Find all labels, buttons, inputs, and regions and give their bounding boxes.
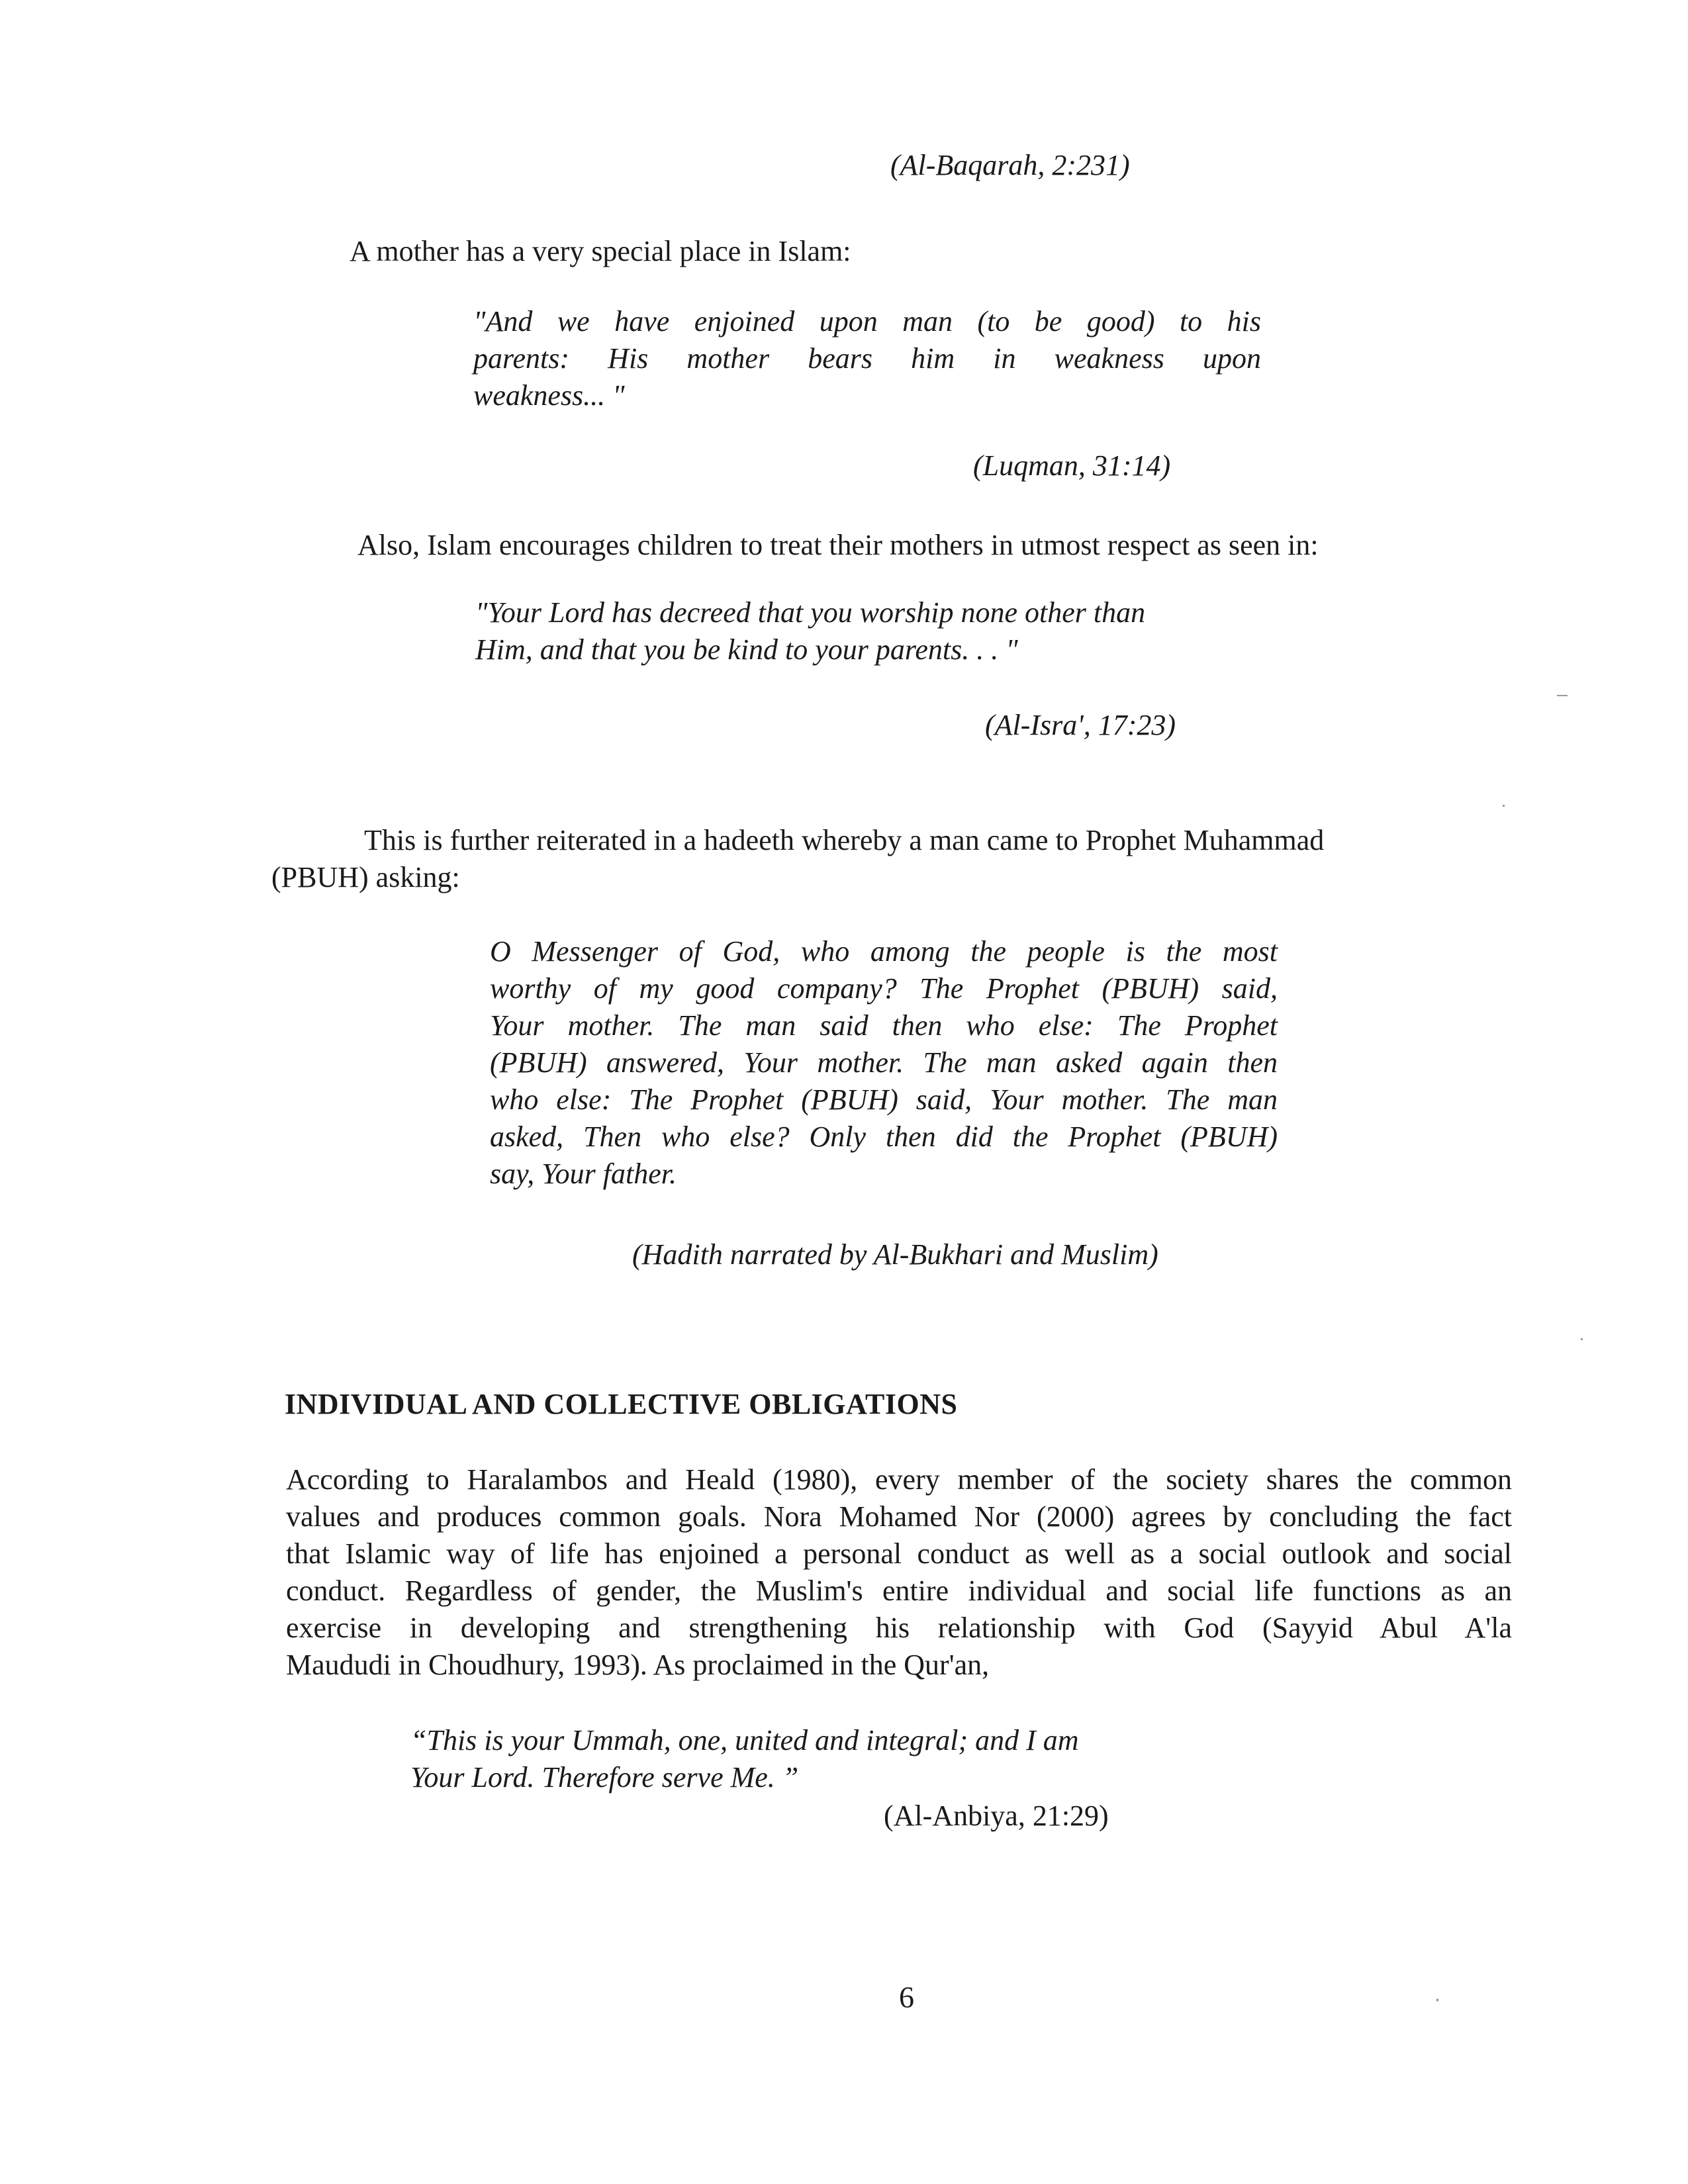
hadeeth-intro-line: (PBUH) asking: [271,861,460,893]
mother-intro-text: A mother has a very special place in Islam: [350,235,851,267]
quote-luqman-line: weakness... " [473,379,625,412]
quote-hadith [490,933,1278,1193]
body-paragraph-line: values and produces common goals. Nora Mohamed Nor (2000) agrees by concluding the fact [286,1500,1512,1533]
quote-hadith-line: say, Your father. [490,1158,677,1190]
citation-baqarah: (Al-Baqarah, 2:231) [890,149,1130,181]
page-number: 6 [899,1980,914,2014]
body-paragraph-line: that Islamic way of life has enjoined a personal conduct as well as a social outlook and social [286,1537,1512,1570]
quote-anbiya [410,1722,1205,1796]
scan-speck [1557,695,1568,696]
quote-anbiya-line: Your Lord. Therefore serve Me. ” [410,1761,799,1794]
quote-luqman-line: parents: His mother bears him in weakness upon [473,342,1261,375]
respect-intro-text: Also, Islam encourages children to treat their mothers in utmost respect as seen in: [357,529,1319,561]
quote-hadith-line: asked, Then who else? Only then did the Prophet (PBUH) [490,1120,1278,1153]
body-paragraph [286,1461,1512,1684]
quote-luqman [473,303,1261,414]
quote-hadith-line: O Messenger of God, who among the people is the most [490,935,1278,968]
quote-hadith-line: who else: The Prophet (PBUH) said, Your mother. The man [490,1083,1278,1116]
body-paragraph-line: conduct. Regardless of gender, the Muslim's entire individual and social life functions as an [286,1574,1512,1607]
quote-hadith-line: worthy of my good company? The Prophet (PBUH) said, [490,972,1278,1005]
hadeeth-intro [271,822,1436,896]
quote-hadith-line: (PBUH) answered, Your mother. The man asked again then [490,1046,1278,1079]
citation-isra: (Al-Isra', 17:23) [985,709,1176,741]
quote-hadith-line: Your mother. The man said then who else: The Prophet [490,1009,1278,1042]
hadeeth-intro-line: This is further reiterated in a hadeeth whereby a man came to Prophet Muhammad [364,824,1325,856]
scan-speck [1436,1999,1438,2001]
quote-anbiya-line: “This is your Ummah, one, united and integral; and I am [410,1724,1079,1756]
scan-speck [1503,805,1505,807]
citation-luqman: (Luqman, 31:14) [973,449,1171,482]
body-paragraph-line: Maududi in Choudhury, 1993). As proclaimed in the Qur'an, [286,1649,990,1681]
quote-isra [475,594,1263,668]
body-paragraph-line: According to Haralambos and Heald (1980), every member of the society shares the common [286,1463,1512,1496]
quote-isra-line: Him, and that you be kind to your parents. . . " [475,633,1018,666]
body-paragraph-line: exercise in developing and strengthening his relationship with God (Sayyid Abul A'la [286,1612,1512,1644]
quote-isra-line: "Your Lord has decreed that you worship none other than [475,596,1146,629]
section-heading: INDIVIDUAL AND COLLECTIVE OBLIGATIONS [285,1388,958,1420]
citation-hadith: (Hadith narrated by Al-Bukhari and Muslim) [632,1238,1158,1271]
citation-anbiya: (Al-Anbiya, 21:29) [884,1799,1109,1832]
scan-speck [1581,1338,1583,1340]
quote-luqman-line: "And we have enjoined upon man (to be good) to his [473,305,1261,338]
